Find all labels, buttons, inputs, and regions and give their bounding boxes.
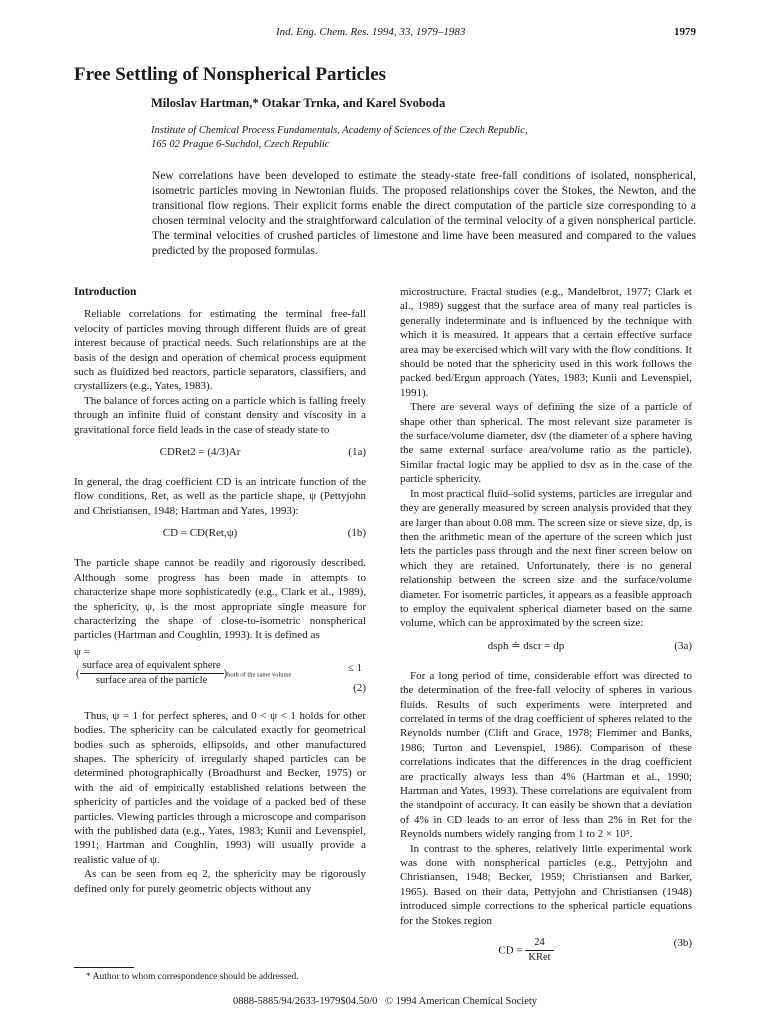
- right-column: [400, 285, 692, 986]
- equation-expression: CDRet2 = (4/3)Ar: [159, 446, 241, 459]
- fraction-denominator: surface area of the particle: [95, 675, 208, 687]
- equation-fraction: ( $\frac{\text{surface area of equivalent sphere}}{\text{surface area of the particle}}$ )both of the same volume: [76, 659, 291, 689]
- footnote: * Author to whom correspondence should be addressed.: [86, 972, 299, 982]
- equation-number: (2): [353, 681, 366, 694]
- equation-number: (3b): [673, 937, 692, 950]
- paragraph: The balance of forces acting on a particle which is falling freely through an infinite fluid of constant density and viscosity in a gravitational force field leads in the case of steady state to: [74, 394, 366, 436]
- equation-number: (1a): [348, 446, 366, 459]
- paragraph: In contrast to the spheres, relatively little experimental work was done with nonspherical particles (e.g., Pettyjohn and Christiansen, 1948; Becker, 1959; Christiansen and Barker, 1965). Based on their data, Pettyjohn and Christiansen (1948) introduced simple corrections to the spherical particle equations for the Stokes region: [400, 842, 692, 927]
- equation-3b: [400, 936, 692, 976]
- paragraph: The particle shape cannot be readily and rigorously described. Although some progress has been made in attempts to characterize shape more sophisticatedly (e.g., Clark et al., 1989), the sphericity, ψ, is the most appropriate single measure for characterizing the shape of close-to-isometric nonspherical particles (Hartman and Coughlin, 1993). It is defined as: [74, 557, 366, 642]
- equation-fraction: [525, 936, 553, 966]
- paragraph: Thus, ψ = 1 for perfect spheres, and 0 < ψ < 1 holds for other bodies. The sphericity can be calculated exactly for geometrical bodies such as spheroids, ellipsoids, and other manufactured shapes. The sphericity of irregularly shaped particles can be determined photographically (Broadhurst and Becker, 1975) or with the aid of empirically established relations between the sphericity of particles and the voidage of a packed bed of these particles. Viewing particles through a microscope and comparison with the published data (e.g., Yates, 1983; Kunii and Levenspiel, 1991; Hartman and Coughlin, 1993) will usually provide a realistic value of ψ.: [74, 709, 366, 866]
- paragraph: There are several ways of defining the size of a particle of shape other than spherical. The most relevant size parameter is the surface/volume diameter, dsv (the diameter of a sphere having the same external surface area/volume ratio as the particle). Similar fractal logic may be applied to dsv as in the case of the particle sphericity.: [400, 401, 692, 486]
- paragraph: For a long period of time, considerable effort was directed to the determination of the free-fall velocity of spheres in various fluids. Results of such experiments were interpreted and correlated in terms of the drag coefficient of spheres related to the Reynolds number (Clift and Grace, 1978; Flemmer and Banks, 1986; Turton and Levenspiel, 1986). Comparison of these correlations indicates that the differences in the drag coefficient are practically always less than 4% (Hartman et al., 1990; Hartman and Yates, 1993). These correlations are equivalent from the standpoint of accuracy. It can easily be shown that a deviation of 4% in CD leads to an error of less than 2% in Ret for the Reynolds numbers widely ranging from 1 to 2 × 10⁵.: [400, 669, 692, 841]
- affiliation-line: Institute of Chemical Process Fundamentals, Academy of Sciences of the Czech Republic,: [151, 125, 528, 136]
- paragraph: microstructure. Fractal studies (e.g., Mandelbrot, 1977; Clark et al., 1989) suggest that the surface area of many real particles is generally indeterminate and is influenced by the technique with which it is measured. It appears that a certain effective surface area may be exercised which will vary with the flow conditions. It should be noted that the sphericity used in this work follows the packed bed/Ergun approach (Yates, 1983; Kunii and Levenspiel, 1991).: [400, 286, 692, 399]
- paragraph: Reliable correlations for estimating the terminal free-fall velocity of particles moving through different fluids are of great interest because of practical needs. Such relationships are at the basis of the design and operation of chemical process equipment such as fluidized bed reactors, particle separators, classifiers, and crystallizers (e.g., Yates, 1983).: [74, 308, 366, 393]
- paragraph: In most practical fluid–solid systems, particles are irregular and they are generally measured by screen analysis provided that they are larger than about 0.08 mm. The screen size or sieve size, dp, is then the arithmetic mean of the aperture of the screen which just lets the particles pass through and the next finer screen below on which they are retained. Unfortunately, there is no general relationship between the screen size and the surface/volume diameter. For isometric particles, it appears as a feasible approach to employ the equivalent spherical diameter based on the same volume, which can be approximated by the screen size:: [400, 487, 692, 630]
- left-column: [74, 285, 366, 896]
- paragraph: As can be seen from eq 2, the sphericity may be rigorously defined only for purely geometric objects without any: [74, 868, 366, 895]
- affiliation: [151, 124, 631, 152]
- abstract: New correlations have been developed to estimate the steady-state free-fall conditions of isolated, nonspherical, isometric particles moving in Newtonian fluids. The proposed relationships cover the Stokes, the Newton, and the transitional flow regions. Their explicit forms enable the direct computation of the particle size corresponding to a chosen terminal velocity and the straightforward calculation of the terminal velocity of a given nonspherical particle. The terminal velocities of crushed particles of limestone and lime have been measured and compared to the values predicted by the proposed formulas.: [152, 170, 696, 257]
- paragraph: In general, the drag coefficient CD is an intricate function of the flow conditions, Ret, as well as the particle shape, ψ (Pettyjohn and Christiansen, 1948; Hartman and Yates, 1993):: [74, 476, 366, 517]
- equation-number: (1b): [347, 527, 366, 540]
- copyright-notice: © 1994 American Chemical Society: [385, 996, 538, 1007]
- equation-expression: CD = CD(Ret,ψ): [162, 527, 238, 540]
- footnote-rule: [74, 967, 134, 968]
- section-heading: Introduction: [74, 286, 137, 298]
- equation-expression: dsph ≐ dscr = dp: [487, 639, 565, 652]
- journal-citation: Ind. Eng. Chem. Res. 1994, 33, 1979–1983: [276, 26, 466, 38]
- equation-lhs: ψ =: [74, 645, 90, 658]
- issn-code: 0888-5885/94/2633-1979$04.50/0: [233, 996, 378, 1007]
- equation-number: (3a): [674, 639, 692, 652]
- page-number: 1979: [674, 26, 696, 38]
- equation-1a: [74, 445, 366, 465]
- affiliation-line: 165 02 Prague 6-Suchdol, Czech Republic: [151, 139, 330, 150]
- equation-bound: ≤ 1: [347, 661, 362, 674]
- fraction-numerator: 24: [525, 936, 553, 951]
- fraction-numerator: surface area of equivalent sphere: [80, 659, 224, 674]
- equation-1b: [74, 526, 366, 546]
- equation-subscript: both of the same volume: [227, 671, 292, 679]
- author-list: Miloslav Hartman,* Otakar Trnka, and Karel Svoboda: [151, 96, 446, 110]
- fraction-denominator: KRet: [528, 952, 551, 964]
- equation-lhs: CD =: [498, 944, 523, 957]
- equation-2: [74, 647, 366, 701]
- article-title: Free Settling of Nonspherical Particles: [74, 64, 387, 85]
- equation-3a: [400, 639, 692, 659]
